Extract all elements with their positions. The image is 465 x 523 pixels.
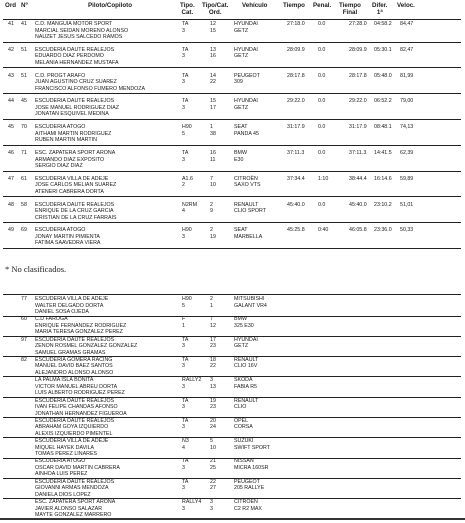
cell-tiempo: 45:40.0	[287, 201, 305, 208]
cell-piloto: ESCUDERIA ATOGO JONAY MARTIN PIMIENTA FATIMA SAAVEDRA VIERA	[35, 227, 101, 247]
cell-vehiculo: PEUGEOT 309	[234, 72, 260, 86]
bottom-rule	[0, 518, 465, 520]
cell-difer: 16:14.6	[374, 175, 392, 182]
cell-tiempo: 37:34.4	[287, 175, 305, 182]
header-tiempo-final: Tiempo Final	[339, 2, 361, 16]
row-rule	[3, 42, 461, 43]
cell-tiempo: 27:18.0	[287, 21, 305, 27]
cell-tipo-ord: 2 9	[210, 201, 213, 215]
cell-difer: 04:58.2	[374, 21, 392, 27]
cell-piloto: ESC. ZAPATERA SPORT ARONA ARMANDO DIAZ EXPOSITO SERGIO DIAZ DIAZ	[35, 150, 116, 169]
cell-ord: 48	[8, 201, 14, 208]
cell-tipo-cat: N3 4	[182, 438, 189, 451]
cell-piloto: ESCUDERIA ATOGO AITHAMI MARTIN RODRIGUEZ RUBEN MARTIN MARTIN	[35, 124, 112, 144]
header-tipo-cat: Tipo. Cat.	[180, 2, 195, 16]
header-tipo-ord: Tipo/Cat. Ord.	[202, 2, 229, 16]
cell-piloto: ESCUDERIA VILLA DE ADEJE JOSE CARLOS MELIAN SUAREZ ATENERI CABRERA DORTA	[35, 175, 117, 195]
cell-tiempo-final: 31:17.9	[349, 124, 367, 131]
cell-vehiculo: BMW E30	[234, 150, 247, 163]
cell-difer: 05:48.0	[374, 72, 392, 79]
cell-vehiculo: HYUNDAI GETZ	[234, 98, 258, 111]
cell-tipo-cat: TA 3	[182, 46, 189, 60]
cell-vehiculo: SKODA FABIA R5	[234, 377, 257, 390]
cell-tipo-cat: TA 3	[182, 72, 189, 86]
cell-num: 71	[21, 150, 27, 156]
cell-penal: 1:10	[318, 175, 329, 182]
cell-difer: 05:30.1	[374, 46, 392, 53]
cell-ord: 43	[8, 72, 14, 79]
cell-tiempo-final: 45:40.0	[349, 201, 367, 208]
row-rule	[3, 19, 461, 20]
cell-tipo-ord: 2 1	[210, 296, 213, 309]
cell-difer: 06:52.2	[374, 98, 392, 105]
row-rule	[3, 93, 461, 94]
cell-tiempo: 28:17.8	[287, 72, 305, 79]
cell-veloc: 79,00	[400, 98, 414, 105]
cell-tipo-ord: 21 25	[210, 458, 216, 471]
header-tiempo: Tiempo	[283, 2, 305, 9]
cell-veloc: 81,99	[400, 72, 414, 79]
cell-num: 97	[21, 336, 27, 343]
cell-ord: 49	[8, 227, 14, 234]
cell-tiempo-final: 28:17.8	[349, 72, 367, 79]
cell-tipo-cat: F 1	[182, 316, 186, 329]
cell-tiempo-final: 46:05.8	[349, 227, 367, 234]
cell-difer: 08:48.1	[374, 124, 392, 131]
cell-veloc: 62,39	[400, 150, 414, 156]
cell-tipo-cat: H90 5	[182, 296, 192, 309]
cell-piloto: ESC. ZAPATERA SPORT ARONA JAVIER ALONSO SALAZAR MAYTE GONZALEZ MARRERO	[35, 499, 116, 518]
cell-tipo-ord: 19 23	[210, 397, 216, 410]
cell-tiempo-final: 37:11.3	[349, 150, 367, 156]
row-rule	[3, 196, 461, 197]
cell-num: 60	[21, 316, 27, 323]
cell-tipo-cat: RALLY2 3	[182, 377, 202, 390]
cell-tipo-ord: 17 23	[210, 336, 216, 350]
cell-tipo-ord: 2 19	[210, 227, 216, 240]
cell-vehiculo: CITROËN C2 R2 MAX	[234, 499, 262, 512]
cell-tiempo-final: 29:22.0	[349, 98, 367, 105]
table-header	[0, 2, 465, 18]
cell-tipo-cat: TA 3	[182, 98, 189, 111]
cell-ord: 46	[8, 150, 14, 156]
cell-num: 41	[21, 21, 27, 27]
header-vehiculo: Vehículo	[242, 2, 268, 9]
row-rule	[3, 222, 461, 223]
row-rule	[3, 67, 461, 68]
cell-vehiculo: SUZUKI SWIFT SPORT	[234, 438, 271, 451]
cell-vehiculo: OPEL CORSA	[234, 417, 253, 431]
cell-piloto: ESCUDERIA DAUTE REALEJOS JOSE MANUEL RODRIGUEZ DIAZ JONATAN ESQUIVEL MEDINA	[35, 98, 119, 118]
cell-piloto: ESCUDERIA DAUTE REALEJOS IVAN FELIPE CHANDAS AFONSO JONATHAN HERNANDEZ FIGUEROA	[35, 397, 127, 417]
cell-vehiculo: PEUGEOT 205 RALLYE	[234, 478, 265, 492]
cell-tipo-ord: 20 24	[210, 417, 216, 431]
cell-num: 82	[21, 356, 27, 363]
cell-difer: 14:41.5	[374, 150, 392, 156]
cell-tiempo-final: 27:28.0	[349, 21, 367, 27]
cell-num: 69	[21, 227, 27, 234]
cell-penal: 0:40	[318, 227, 329, 234]
cell-vehiculo: SEAT MARBELLA	[234, 227, 263, 240]
cell-vehiculo: SEAT PANDA 45	[234, 124, 259, 137]
cell-ord: 47	[8, 175, 14, 182]
cell-num: 70	[21, 124, 27, 131]
cell-vehiculo: HYUNDAI GETZ	[234, 46, 258, 60]
header-veloc: Veloc.	[397, 2, 415, 9]
cell-piloto: ESCUDERIA DAUTE REALEJOS ABRAHAM GOYA IZQUIERDO ALEXIS IZQUIERDO PIMENTEL	[35, 417, 115, 437]
cell-tiempo: 28:09.9	[287, 46, 305, 53]
cell-vehiculo: CITROËN SAXO VTS	[234, 175, 261, 189]
header-piloto: Piloto/Copiloto	[88, 2, 132, 9]
cell-tipo-cat: TA 3	[182, 397, 189, 410]
cell-tipo-ord: 15 17	[210, 98, 216, 111]
cell-penal: 0.0	[318, 46, 326, 53]
cell-piloto: ESCUDERIA DAUTE REALEJOS ZENON ROSMEL GONZALEZ GONZALEZ SAMUEL GRAMAS GRAMAS	[35, 336, 138, 356]
cell-piloto: C.D FAROGA ENRIQUE FERNANDEZ RODRIGUEZ MARIA TERESA GONZALEZ PEREZ	[35, 316, 127, 336]
cell-tiempo: 31:17.9	[287, 124, 305, 131]
cell-tiempo: 29:22.0	[287, 98, 305, 105]
cell-num: 61	[21, 175, 27, 182]
cell-tiempo-final: 38:44.4	[349, 175, 367, 182]
cell-piloto: ESCUDERIA ATOGO OSCAR DAVID MARTIN CABRERA AINHOA LUIS PEREZ	[35, 458, 120, 478]
cell-tipo-ord: 3 13	[210, 377, 216, 390]
cell-tipo-ord: 14 22	[210, 72, 216, 86]
cell-tipo-ord: 5 10	[210, 438, 216, 451]
cell-penal: 0.0	[318, 150, 326, 156]
cell-tipo-ord: 7 10	[210, 175, 216, 189]
cell-piloto: ESCUDERIA GOMERA RACING MANUEL DAVID BAEZ SANTOS ALEJANDRO ALONSO ALONSO	[35, 356, 114, 376]
cell-tipo-cat: TA 3	[182, 356, 189, 370]
cell-tipo-cat: A1.6 2	[182, 175, 193, 189]
cell-num: 45	[21, 98, 27, 105]
cell-piloto: ESCUDERIA DAUTE REALEJOS EDUARDO DIAZ PERDOMO MELANIA HERNANDEZ MUSTAFA	[35, 46, 119, 66]
cell-num: 51	[21, 46, 27, 53]
cell-tiempo: 37:11.3	[287, 150, 305, 156]
cell-piloto: ESCUDERIA VILLA DE ADEJE MIQUEL HAYEK DAVILA TOMAS PEREZ LINARES	[35, 438, 109, 458]
cell-ord: 41	[8, 21, 14, 27]
cell-tipo-ord: 16 11	[210, 150, 216, 163]
cell-ord: 42	[8, 46, 14, 53]
cell-tipo-cat: H90 5	[182, 124, 192, 137]
cell-penal: 0.0	[318, 201, 326, 208]
cell-tipo-cat: N2RM 4	[182, 201, 198, 215]
row-rule	[3, 119, 461, 120]
cell-vehiculo: RENAULT CLIO	[234, 397, 259, 410]
cell-veloc: 59,89	[400, 175, 414, 182]
cell-penal: 0.0	[318, 124, 326, 131]
header-ord: Ord	[5, 2, 17, 9]
header-num: Nº	[21, 2, 28, 9]
cell-tipo-ord: 22 27	[210, 478, 216, 492]
cell-tipo-cat: TA 3	[182, 478, 189, 492]
cell-tipo-ord: 7 12	[210, 316, 216, 329]
cell-penal: 0.0	[318, 98, 326, 105]
row-rule	[3, 171, 461, 172]
cell-tipo-cat: H90 3	[182, 227, 192, 240]
cell-penal: 0.0	[318, 72, 326, 79]
cell-tipo-cat: TA 3	[182, 21, 189, 34]
cell-vehiculo: HYUNDAI GETZ	[234, 336, 258, 350]
header-difer: Difer. 1ª	[372, 2, 388, 16]
cell-piloto: ESCUDERIA DAUTE REALEJOS ENRIQUE DE LA CRUZ GARCIA CRISTIAN DE LA CRUZ FARRAIS	[35, 201, 117, 221]
cell-tiempo: 45:25.8	[287, 227, 305, 234]
cell-tipo-cat: TA 3	[182, 150, 189, 163]
cell-vehiculo: MITSUBISHI GALANT VR4	[234, 296, 267, 309]
cell-vehiculo: RENAULT CLIO 16V	[234, 356, 259, 370]
cell-difer: 23:36.0	[374, 227, 392, 234]
cell-tipo-cat: TA 3	[182, 417, 189, 431]
cell-tipo-cat: TA 3	[182, 336, 189, 350]
cell-tipo-ord: 18 22	[210, 356, 216, 370]
row-rule	[3, 145, 461, 146]
cell-tipo-ord: 12 15	[210, 21, 216, 34]
cell-veloc: 51,01	[400, 201, 414, 208]
cell-piloto: C.D. MANGUIA MOTOR SPORT MARCIAL SEIDAN MORENO ALONSO NAUZET JESUS SALCEDO RAMOS	[35, 21, 129, 40]
cell-veloc: 84,47	[400, 21, 414, 27]
cell-num: 58	[21, 201, 27, 208]
cell-piloto: LA PALMA ISLA BONITA VICTOR MANUEL ABREU DORTA LUIS ALBERTO RODRIGUEZ PEREZ	[35, 377, 125, 397]
cell-piloto: C.D. PROGT ARAFO JUAN AGUSTINO CRUZ SUAREZ FRANCISCO ALFONSO FUMERO MENDOZA	[35, 72, 146, 92]
row-rule	[3, 248, 461, 249]
cell-tipo-cat: TA 3	[182, 458, 189, 471]
header-penal: Penal.	[313, 2, 332, 9]
cell-piloto: ESCUDERIA VILLA DE ADEJE WALTER DELGADO DORTA DANIEL SOSA OJEDA	[35, 296, 109, 315]
cell-veloc: 74,13	[400, 124, 414, 131]
cell-num: 51	[21, 72, 27, 79]
cell-num: 77	[21, 296, 27, 302]
cell-tipo-ord: 1 38	[210, 124, 216, 137]
cell-tiempo-final: 28:09.9	[349, 46, 367, 53]
cell-tipo-ord: 13 16	[210, 46, 216, 60]
cell-vehiculo: BMW 325 E30	[234, 316, 254, 329]
not-classified-note: * No clasificados.	[5, 264, 67, 274]
cell-tipo-ord: 3 3	[210, 499, 213, 512]
cell-ord: 45	[8, 124, 14, 131]
cell-veloc: 50,33	[400, 227, 414, 234]
cell-vehiculo: NISSAN MICRA 160SR	[234, 458, 269, 471]
cell-veloc: 82,47	[400, 46, 414, 53]
cell-penal: 0.0	[318, 21, 326, 27]
cell-vehiculo: HYUNDAI GETZ	[234, 21, 258, 34]
row-rule	[3, 294, 461, 295]
cell-piloto: ESCUDERIA DAUTE REALEJOS GIOVANNI ARMAS MENDOZA DANIELA DIOS LOPEZ	[35, 478, 115, 498]
cell-vehiculo: RENAULT CLIO SPORT	[234, 201, 266, 215]
cell-ord: 44	[8, 98, 14, 105]
cell-difer: 23:10.2	[374, 201, 392, 208]
cell-tipo-cat: RALLY4 3	[182, 499, 202, 512]
